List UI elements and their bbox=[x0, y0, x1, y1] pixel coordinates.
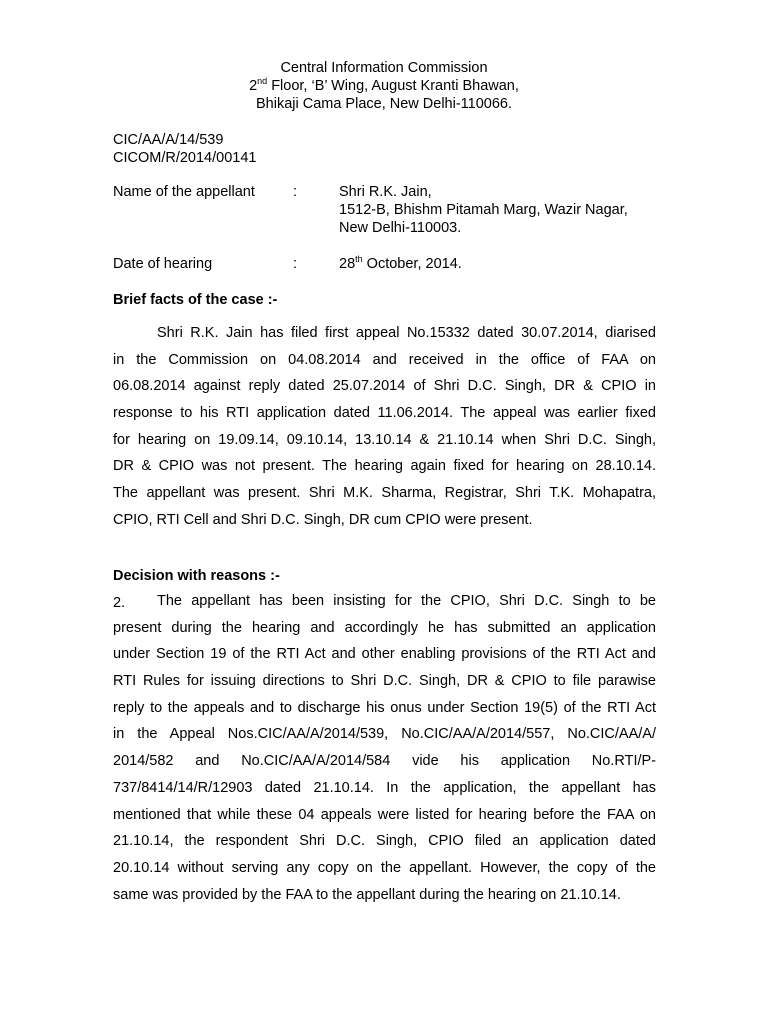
paragraph-number: 2. bbox=[113, 595, 126, 611]
paragraph-line: present during the hearing and accordingly he has submitted an application bbox=[113, 619, 656, 636]
paragraph-line: The appellant has been insisting for the CPIO, Shri D.C. Singh to be bbox=[157, 593, 656, 609]
paragraph-line: reply to the appeals and to discharge his onus under Section 19(5) of the RTI Act bbox=[113, 699, 656, 716]
paragraph-line: CPIO, RTI Cell and Shri D.C. Singh, DR cum CPIO were present. bbox=[113, 511, 533, 528]
appellant-address-1: 1512-B, Bhishm Pitamah Marg, Wazir Nagar, bbox=[339, 202, 628, 218]
case-reference-1: CIC/AA/A/14/539 bbox=[113, 132, 224, 148]
paragraph-line: 21.10.14, the respondent Shri D.C. Singh, CPIO filed an application dated bbox=[113, 833, 656, 850]
paragraph-line: mentioned that while these 04 appeals were listed for hearing before the FAA on bbox=[113, 806, 656, 823]
appellant-name: Shri R.K. Jain, bbox=[339, 184, 432, 200]
paragraph-line: 2014/582 and No.CIC/AA/A/2014/584 vide his application No.RTI/P- bbox=[113, 753, 656, 770]
brief-facts-paragraph bbox=[113, 320, 656, 534]
paragraph-line: RTI Rules for issuing directions to Shri D.C. Singh, DR & CPIO to file parawise bbox=[113, 673, 656, 690]
hearing-colon: : bbox=[293, 256, 298, 272]
office-address-line-2: Bhikaji Cama Place, New Delhi-110066. bbox=[255, 96, 513, 112]
paragraph-line: under Section 19 of the RTI Act and other enabling provisions of the RTI Act and bbox=[113, 646, 656, 663]
paragraph-line: for hearing on 19.09.14, 09.10.14, 13.10.14 & 21.10.14 when Shri D.C. Singh, bbox=[113, 431, 656, 448]
decision-paragraph bbox=[113, 588, 656, 908]
hearing-date: 28th October, 2014. bbox=[339, 254, 462, 272]
paragraph-line: Shri R.K. Jain has filed first appeal No.15332 dated 30.07.2014, diarised bbox=[157, 325, 656, 341]
paragraph-line: The appellant was present. Shri M.K. Sharma, Registrar, Shri T.K. Mohapatra, bbox=[113, 485, 656, 502]
office-address-line-1: 2nd Floor, ‘B’ Wing, August Kranti Bhawan, bbox=[249, 76, 519, 94]
hearing-label: Date of hearing bbox=[113, 256, 213, 272]
paragraph-line: 737/8414/14/R/12903 dated 21.10.14. In the application, the appellant has bbox=[113, 779, 656, 796]
case-reference-2: CICOM/R/2014/00141 bbox=[113, 150, 257, 166]
paragraph-line: in the Commission on 04.08.2014 and received in the office of FAA on bbox=[113, 351, 656, 368]
paragraph-line: response to his RTI application dated 11.06.2014. The appeal was earlier fixed bbox=[113, 405, 656, 422]
decision-heading: Decision with reasons :- bbox=[113, 568, 280, 584]
paragraph-line: in the Appeal Nos.CIC/AA/A/2014/539, No.CIC/AA/A/2014/557, No.CIC/AA/A/ bbox=[113, 726, 656, 743]
paragraph-line: 06.08.2014 against reply dated 25.07.2014 of Shri D.C. Singh, DR & CPIO in bbox=[113, 378, 656, 395]
brief-facts-heading: Brief facts of the case :- bbox=[113, 292, 278, 308]
paragraph-line: 20.10.14 without serving any copy on the appellant. However, the copy of the bbox=[113, 859, 656, 876]
appellant-label: Name of the appellant bbox=[113, 184, 255, 200]
appellant-colon: : bbox=[293, 184, 298, 200]
paragraph-line: DR & CPIO was not present. The hearing again fixed for hearing on 28.10.14. bbox=[113, 458, 656, 475]
office-name: Central Information Commission bbox=[280, 60, 488, 76]
paragraph-line: same was provided by the FAA to the appellant during the hearing on 21.10.14. bbox=[113, 886, 621, 903]
appellant-address-2: New Delhi-110003. bbox=[339, 220, 462, 236]
